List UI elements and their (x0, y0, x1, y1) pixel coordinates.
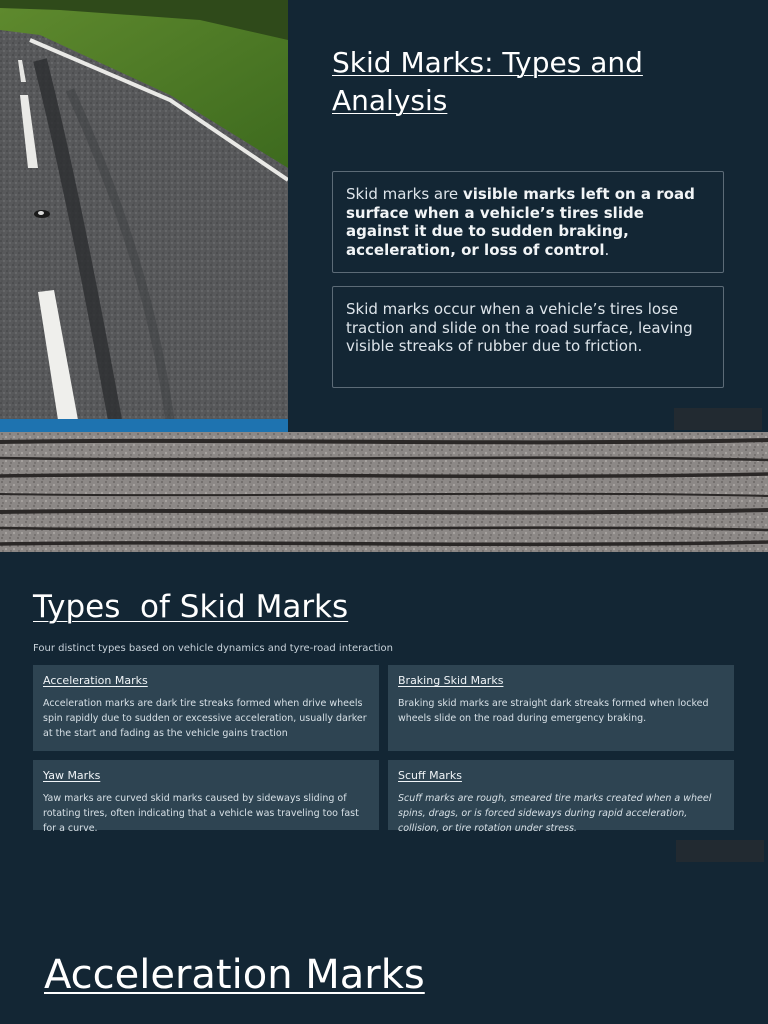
card-yaw-marks (33, 760, 379, 835)
card-text: Acceleration marks are dark tire streaks formed when drive wheels spin rapidly due to sudden or excessive acceleration, usually darker at the start and fading as the vehicle gains traction (43, 698, 367, 740)
card-title[interactable]: Braking Skid Marks (398, 674, 504, 687)
card-text: Scuff marks are rough, smeared tire marks created when a wheel spins, drags, or is forced sideways during rapid acceleration, collision, or tire rotation under stress. (398, 793, 712, 835)
tire-tread-texture-photo (0, 432, 768, 552)
definition-box (332, 171, 724, 273)
card-acceleration-marks (33, 665, 379, 751)
cause-text: Skid marks occur when a vehicle’s tires lose traction and slide on the road surface, leaving visible streaks of rubber due to friction. (346, 300, 693, 355)
card-scuff-marks (388, 760, 734, 835)
types-section-subtitle: Four distinct types based on vehicle dynamics and tyre-road interaction (33, 643, 393, 654)
card-title[interactable]: Acceleration Marks (43, 674, 148, 687)
slide-control-tab[interactable] (676, 840, 764, 862)
slide-title: Skid Marks: Types and Analysis (332, 46, 643, 117)
types-section-title: Types of Skid Marks (33, 589, 349, 625)
definition-suffix: . (604, 240, 610, 259)
slide-control-tab[interactable] (674, 408, 762, 430)
definition-bold-text: visible marks left on a road surface when a vehicle’s tires slide against it due to sudden braking, acceleration, or loss of control (346, 185, 695, 259)
card-braking-skid-marks (388, 665, 734, 751)
acceleration-marks-title: Acceleration Marks (44, 952, 425, 998)
card-title[interactable]: Scuff Marks (398, 769, 462, 782)
card-text: Yaw marks are curved skid marks caused by sideways sliding of rotating tires, often indicating that a vehicle was traveling too fast for a curve. (43, 793, 359, 835)
card-text: Braking skid marks are straight dark streaks formed when locked wheels slide on the road during emergency braking. (398, 698, 709, 725)
card-title[interactable]: Yaw Marks (43, 769, 101, 782)
cause-box (332, 286, 724, 388)
slide-1 (0, 0, 768, 432)
road-skid-marks-photo (0, 0, 288, 432)
definition-prefix: Skid marks are (346, 185, 463, 203)
